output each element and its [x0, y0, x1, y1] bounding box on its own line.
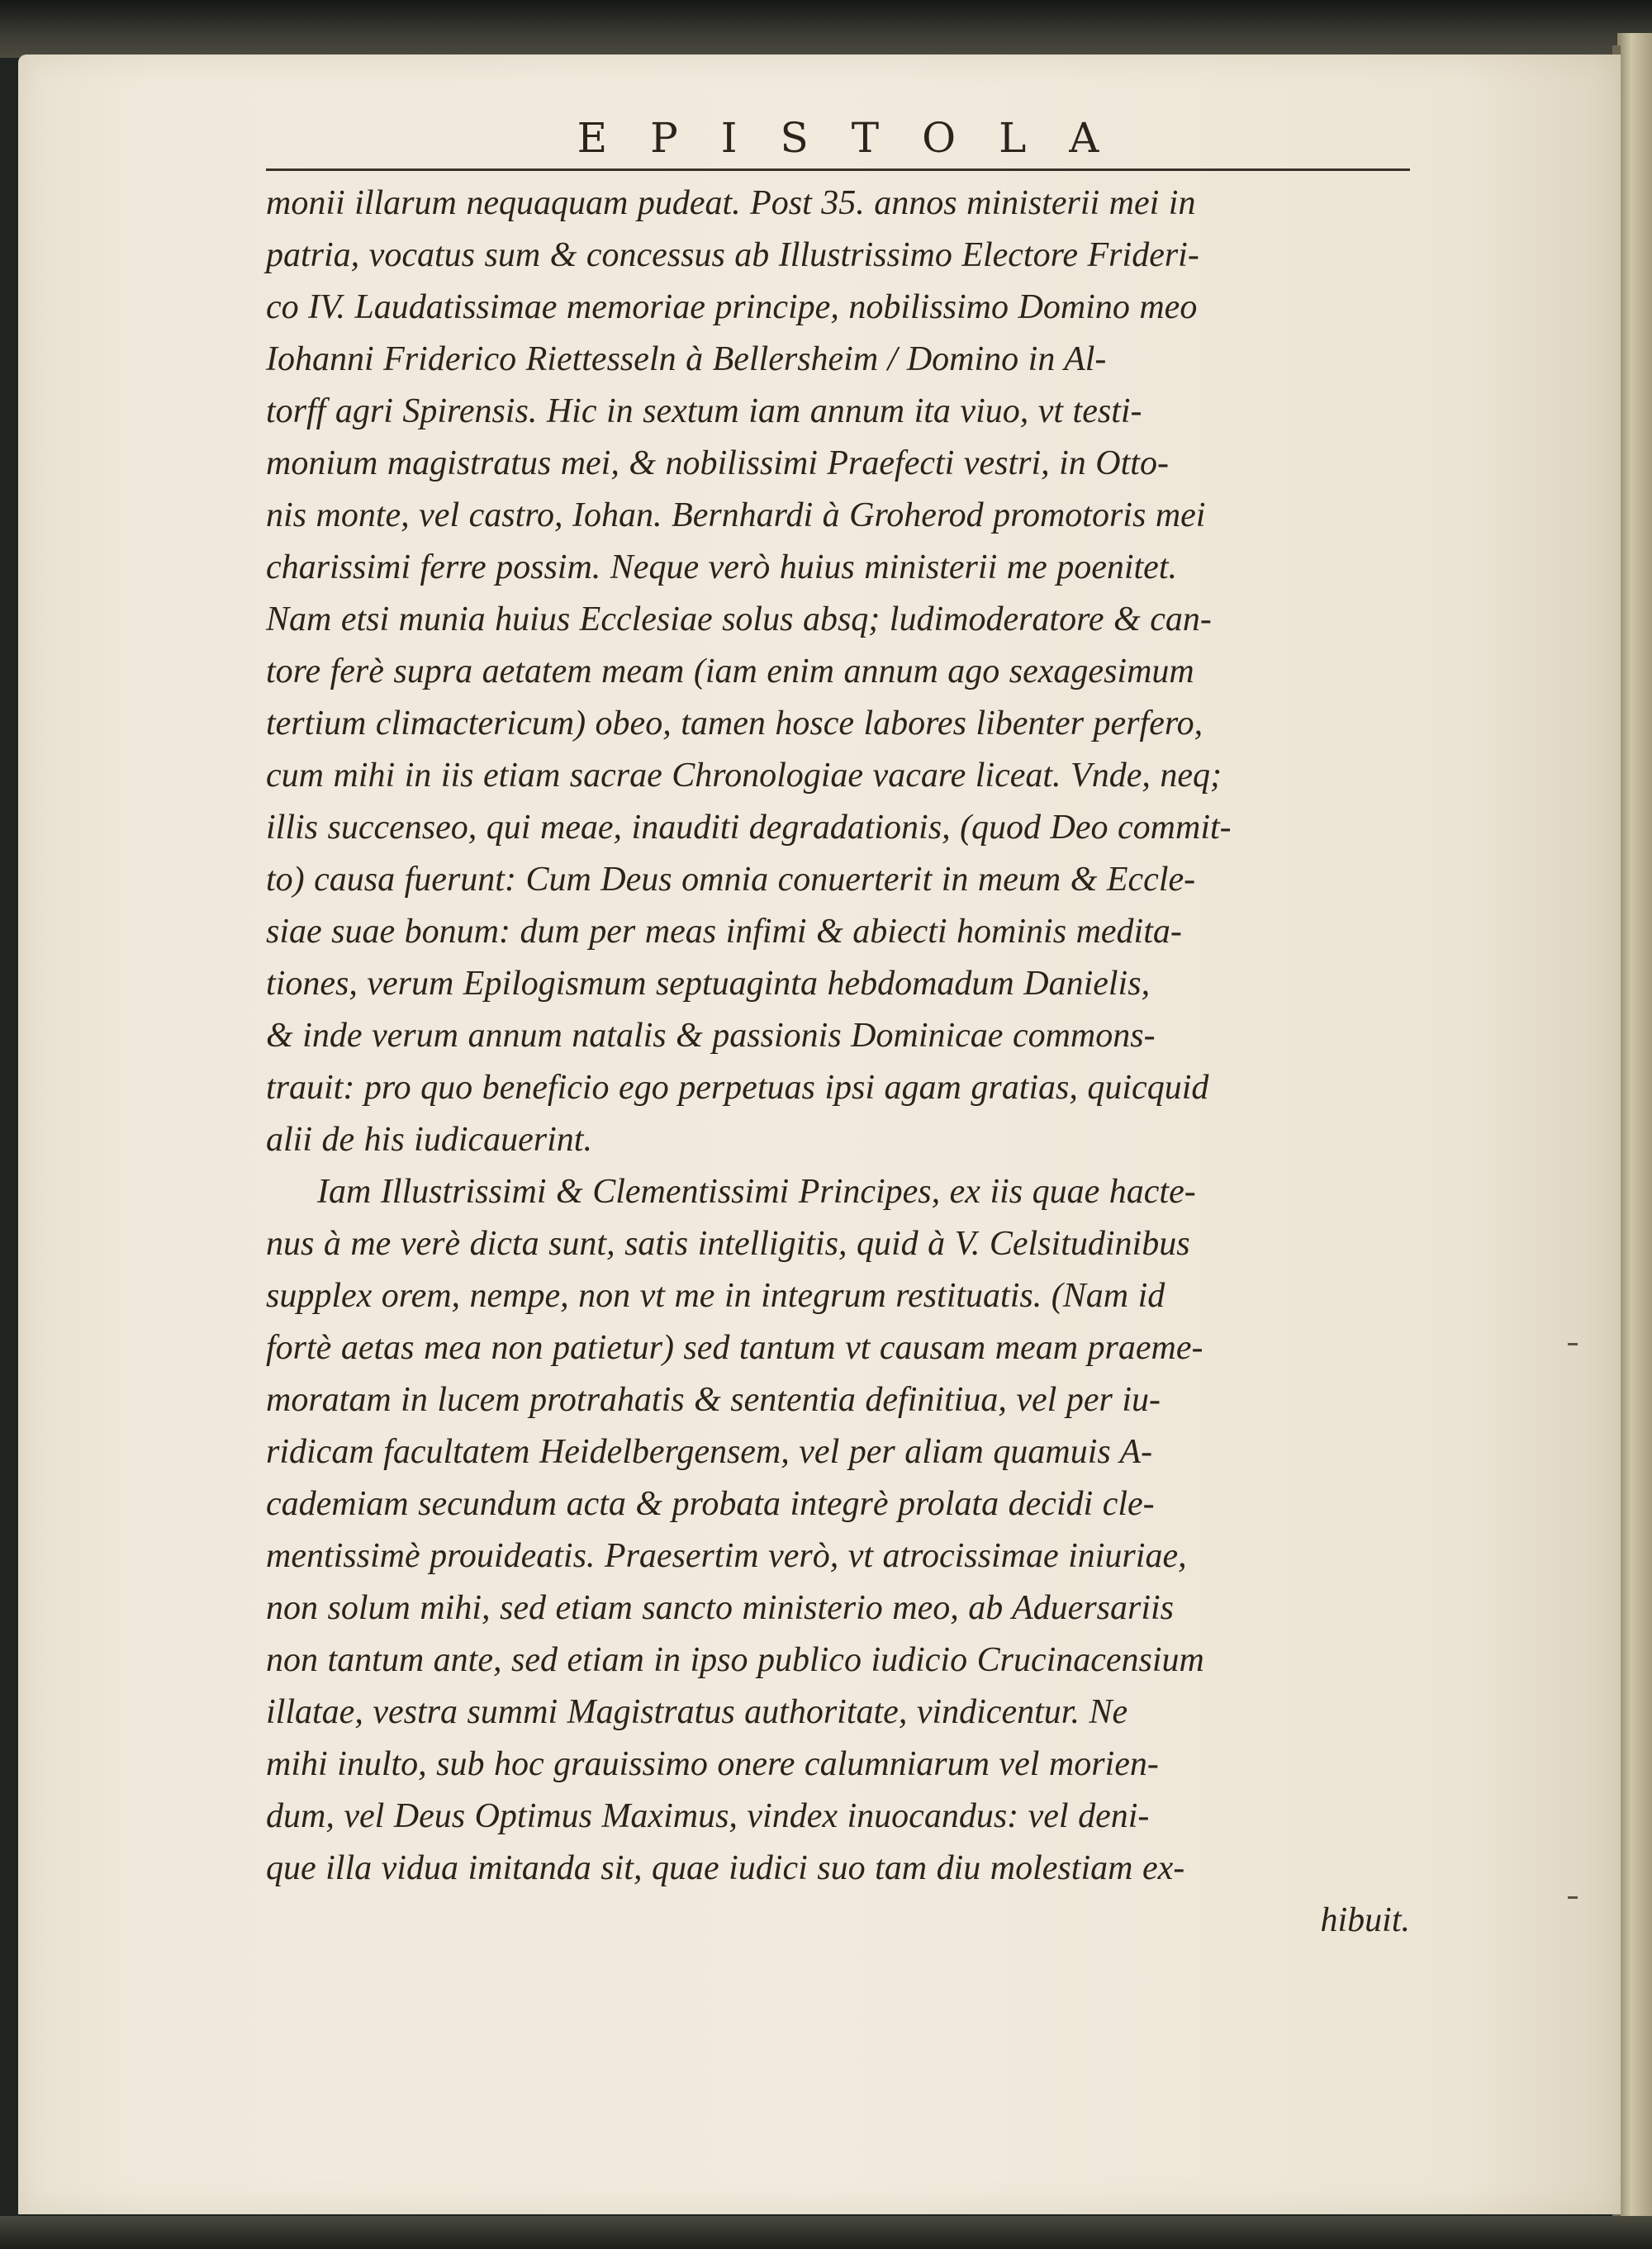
text-line: monii illarum nequaquam pudeat. Post 35. annos ministerii mei in	[266, 184, 1196, 222]
text-line: to) causa fuerunt: Cum Deus omnia conuerterit in meum & Eccle-	[266, 861, 1196, 899]
text-line: cademiam secundum acta & probata integrè prolata decidi cle-	[266, 1485, 1155, 1523]
text-line: ridicam facultatem Heidelbergensem, vel per aliam quamuis A-	[266, 1433, 1153, 1471]
text-line: que illa vidua imitanda sit, quae iudici suo tam diu molestiam ex-	[266, 1849, 1185, 1887]
text-line: mihi inulto, sub hoc grauissimo onere calumniarum vel morien-	[266, 1745, 1159, 1783]
text-line: charissimi ferre possim. Neque verò huius ministerii me poenitet.	[266, 548, 1177, 586]
book-bottom-edge	[0, 2216, 1652, 2249]
text-line: monium magistratus mei, & nobilissimi Praefecti vestri, in Otto-	[266, 444, 1169, 482]
text-line: torff agri Spirensis. Hic in sextum iam annum ita viuo, vt testi-	[266, 392, 1142, 430]
text-line: dum, vel Deus Optimus Maximus, vindex inuocandus: vel deni-	[266, 1797, 1150, 1835]
text-line: moratam in lucem protrahatis & sententia definitiua, vel per iu-	[266, 1381, 1161, 1419]
margin-tick	[1568, 1343, 1578, 1345]
text-line: alii de his iudicauerint.	[266, 1121, 592, 1159]
text-line: non solum mihi, sed etiam sancto ministerio meo, ab Aduersariis	[266, 1589, 1175, 1627]
text-line: tore ferè supra aetatem meam (iam enim annum ago sexagesimum	[266, 652, 1194, 690]
text-line: illatae, vestra summi Magistratus authoritate, vindicentur. Ne	[266, 1693, 1128, 1731]
page-sheet	[18, 55, 1621, 2214]
text-line: siae suae bonum: dum per meas infimi & abiecti hominis medita-	[266, 913, 1182, 951]
text-line: & inde verum annum natalis & passionis Dominicae commons-	[266, 1017, 1156, 1055]
head-rule	[266, 168, 1410, 171]
text-line: nus à me verè dicta sunt, satis intelligitis, quid à V. Celsitudinibus	[266, 1225, 1190, 1263]
text-line: tiones, verum Epilogismum septuaginta hebdomadum Danielis,	[266, 965, 1151, 1003]
text-line: co IV. Laudatissimae memoriae principe, nobilissimo Domino meo	[266, 288, 1198, 326]
text-line: fortè aetas mea non patietur) sed tantum vt causam meam praeme-	[266, 1329, 1203, 1367]
text-block	[266, 112, 1410, 1947]
text-line: trauit: pro quo beneficio ego perpetuas ipsi agam gratias, quicquid	[266, 1069, 1209, 1107]
paragraph-start-line: Iam Illustrissimi & Clementissimi Principes, ex iis quae hacte-	[317, 1173, 1196, 1211]
text-line: patria, vocatus sum & concessus ab Illustrissimo Electore Frideri-	[266, 236, 1199, 274]
running-head: EPISTOLA	[577, 114, 1142, 162]
text-line: illis succenseo, qui meae, inauditi degradationis, (quod Deo commit-	[266, 809, 1232, 847]
epistle-body	[266, 178, 1410, 1947]
text-line: Iohanni Friderico Riettesseln à Bellersheim / Domino in Al-	[266, 340, 1107, 378]
text-line: nis monte, vel castro, Iohan. Bernhardi à Groherod promotoris mei	[266, 496, 1206, 534]
text-line: tertium climactericum) obeo, tamen hosce labores libenter perfero,	[266, 705, 1203, 743]
text-line: Nam etsi munia huius Ecclesiae solus absq; ludimoderatore & can-	[266, 600, 1212, 638]
catchword-line: hibuit.	[1320, 1901, 1410, 1939]
text-line: mentissimè prouideatis. Praesertim verò, vt atrocissimae iniuriae,	[266, 1537, 1187, 1575]
margin-tick	[1568, 1896, 1578, 1899]
adjacent-page-edge	[1617, 33, 1652, 2249]
text-line: supplex orem, nempe, non vt me in integrum restituatis. (Nam id	[266, 1277, 1165, 1315]
text-line: non tantum ante, sed etiam in ipso publico iudicio Crucinacensium	[266, 1641, 1204, 1679]
book-top-edge	[0, 0, 1652, 58]
text-line: cum mihi in iis etiam sacrae Chronologiae vacare liceat. Vnde, neq;	[266, 757, 1222, 795]
